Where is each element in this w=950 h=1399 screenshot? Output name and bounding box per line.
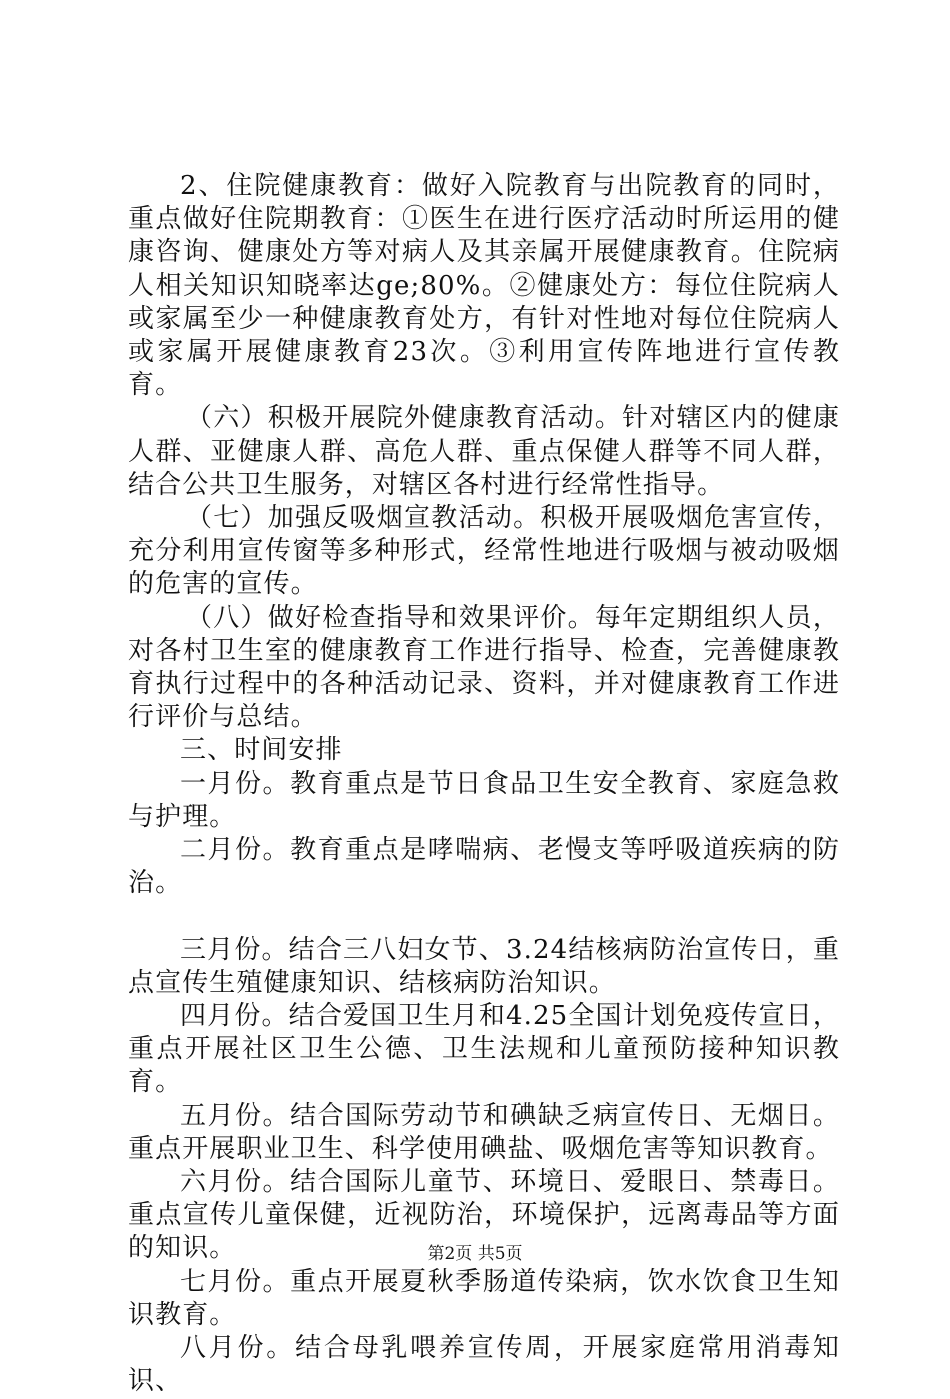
section-heading-schedule: 三、时间安排 bbox=[180, 735, 343, 766]
paragraph-inspection-evaluation: （八）做好检查指导和效果评价。每年定期组织人员，对各村卫生室的健康教育工作进行指导、检查，完善健康教育执行过程中的各种活动记录、资料，并对健康教育工作进行评价与总结。 bbox=[128, 602, 840, 733]
paragraph-june: 六月份。结合国际儿童节、环境日、爱眼日、禁毒日。重点宣传儿童保健，近视防治，环境保护，远离毒品等方面的知识。 bbox=[128, 1167, 840, 1264]
paragraph-may: 五月份。结合国际劳动节和碘缺乏病宣传日、无烟日。重点开展职业卫生、科学使用碘盐、吸烟危害等知识教育。 bbox=[128, 1100, 840, 1164]
paragraph-february: 二月份。教育重点是哮喘病、老慢支等呼吸道疾病的防治。 bbox=[128, 835, 840, 899]
paragraph-january: 一月份。教育重点是节日食品卫生安全教育、家庭急救与护理。 bbox=[128, 768, 840, 832]
paragraph-august: 八月份。结合母乳喂养宣传周，开展家庭常用消毒知识、 bbox=[128, 1333, 840, 1397]
page-number-footer: 第2页 共5页 bbox=[427, 1244, 523, 1264]
paragraph-april: 四月份。结合爱国卫生月和4.25全国计划免疫传宣日，重点开展社区卫生公德、卫生法规和儿童预防接种知识教育。 bbox=[128, 1001, 840, 1098]
paragraph-july: 七月份。重点开展夏秋季肠道传染病，饮水饮食卫生知识教育。 bbox=[128, 1266, 840, 1330]
paragraph-march: 三月份。结合三八妇女节、3.24结核病防治宣传日，重点宣传生殖健康知识、结核病防治知识。 bbox=[128, 934, 840, 998]
paragraph-anti-smoking: （七）加强反吸烟宣教活动。积极开展吸烟危害宣传，充分利用宣传窗等多种形式，经常性地进行吸烟与被动吸烟的危害的宣传。 bbox=[128, 503, 840, 600]
paragraph-inpatient-education: 2、住院健康教育：做好入院教育与出院教育的同时，重点做好住院期教育：①医生在进行医疗活动时所运用的健康咨询、健康处方等对病人及其亲属开展健康教育。住院病人相关知识知晓率达ge;80%。②健康处方：每位住院病人或家属至少一种健康教育处方，有针对性地对每位住院病人或家属开展健康教育23次。③利用宣传阵地进行宣传教育。 bbox=[128, 171, 840, 401]
document-body bbox=[128, 170, 840, 1399]
paragraph-outpatient-activities: （六）积极开展院外健康教育活动。针对辖区内的健康人群、亚健康人群、高危人群、重点保健人群等不同人群，结合公共卫生服务，对辖区各村进行经常性指导。 bbox=[128, 403, 840, 500]
blank-line bbox=[128, 900, 840, 933]
